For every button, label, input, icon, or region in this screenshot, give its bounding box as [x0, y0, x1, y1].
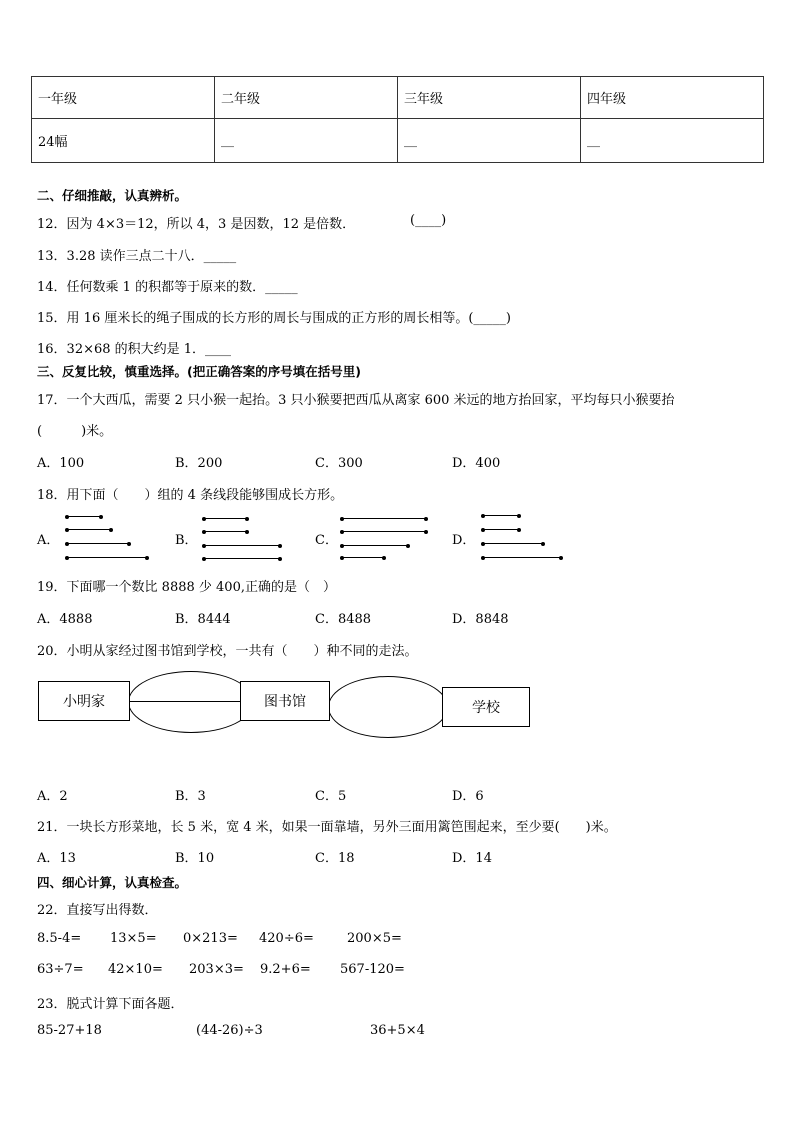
option-c: C．8488 [315, 612, 372, 627]
route-oval [328, 676, 448, 738]
option-d: D．400 [452, 456, 501, 471]
calc-item: 9.2+6= [260, 962, 311, 977]
option-a: A．100 [37, 456, 85, 471]
segment [204, 545, 280, 546]
grade-table [31, 76, 764, 163]
calc-item: 42×10= [108, 962, 163, 977]
segment [342, 518, 426, 519]
option-c: C．18 [315, 851, 355, 866]
calc-item: 8.5-4= [37, 931, 82, 946]
table-blank-cell: __ [398, 119, 581, 163]
option-a: A．2 [37, 789, 68, 804]
table-blank-cell: __ [215, 119, 398, 163]
route-line [128, 701, 252, 702]
segment [342, 545, 408, 546]
calc-item: 567-120= [340, 962, 405, 977]
option-a: A．4888 [37, 612, 93, 627]
option-b-label: B． [175, 533, 198, 548]
option-b: B．200 [175, 456, 223, 471]
question-15: 15．用 16 厘米长的绳子围成的长方形的周长与围成的正方形的周长相等。(_____) [37, 311, 511, 326]
school-box: 学校 [442, 687, 530, 727]
section-title: 三、反复比较，慎重选择。(把正确答案的序号填在括号里) [37, 364, 361, 379]
option-d: D．6 [452, 789, 484, 804]
home-box: 小明家 [38, 681, 130, 721]
section-title: 二、仔细推敲，认真辨析。 [37, 188, 188, 203]
calc-item: 63÷7= [37, 962, 84, 977]
table-header-cell: 四年级 [581, 77, 764, 119]
option-d-label: D． [452, 533, 476, 548]
calc-item: 203×3= [189, 962, 244, 977]
option-d: D．8848 [452, 612, 509, 627]
question-12: 12．因为 4×3＝12，所以 4，3 是因数，12 是倍数． [37, 217, 356, 232]
segment [67, 557, 147, 558]
question-19: 19．下面哪一个数比 8888 少 400,正确的是（ ） [37, 580, 336, 595]
calc-item: (44-26)÷3 [196, 1023, 263, 1038]
table-blank-cell: __ [581, 119, 764, 163]
segment [67, 543, 129, 544]
answer-bracket: (____) [410, 213, 447, 228]
section-title: 四、细心计算，认真检查。 [37, 875, 188, 890]
calc-item: 420÷6= [259, 931, 314, 946]
question-16: 16．32×68 的积大约是 1．____ [37, 342, 232, 357]
segment [67, 529, 111, 530]
segment [342, 531, 426, 532]
option-d: D．14 [452, 851, 492, 866]
segment [483, 557, 561, 558]
segment [483, 529, 519, 530]
question-17-line1: 17．一个大西瓜，需要 2 只小猴一起抬。3 只小猴要把西瓜从离家 600 米远的地方抬回家，平均每只小猴要抬 [37, 393, 675, 408]
segment [342, 557, 384, 558]
calc-item: 36+5×4 [370, 1023, 425, 1038]
segment [483, 515, 519, 516]
segment [67, 516, 101, 517]
option-c: C．300 [315, 456, 363, 471]
calc-item: 13×5= [110, 931, 157, 946]
segment [204, 518, 247, 519]
segment [204, 558, 280, 559]
option-a-label: A． [37, 533, 60, 548]
library-box: 图书馆 [240, 681, 330, 721]
question-14: 14．任何数乘 1 的积都等于原来的数．_____ [37, 280, 298, 295]
question-23: 23．脱式计算下面各题． [37, 997, 184, 1012]
table-header-cell: 三年级 [398, 77, 581, 119]
option-c: C．5 [315, 789, 347, 804]
calc-item: 85-27+18 [37, 1023, 102, 1038]
option-a: A．13 [37, 851, 76, 866]
question-13: 13．3.28 读作三点二十八．_____ [37, 249, 237, 264]
calc-item: 0×213= [183, 931, 238, 946]
question-20: 20．小明从家经过图书馆到学校，一共有（ ）种不同的走法。 [37, 644, 418, 659]
segment [483, 543, 543, 544]
option-b: B．10 [175, 851, 215, 866]
segment [204, 531, 247, 532]
question-17-line2: ( )米。 [37, 424, 113, 439]
option-b: B．3 [175, 789, 206, 804]
option-c-label: C． [315, 533, 338, 548]
table-header-cell: 一年级 [32, 77, 215, 119]
question-21: 21．一块长方形菜地，长 5 米，宽 4 米，如果一面靠墙，另外三面用篱笆围起来，至少要( )米。 [37, 820, 617, 835]
question-18: 18．用下面（ ）组的 4 条线段能够围成长方形。 [37, 488, 344, 503]
table-header-cell: 二年级 [215, 77, 398, 119]
question-22: 22．直接写出得数． [37, 903, 158, 918]
table-cell: 24幅 [32, 119, 215, 163]
calc-item: 200×5= [347, 931, 402, 946]
option-b: B．8444 [175, 612, 231, 627]
